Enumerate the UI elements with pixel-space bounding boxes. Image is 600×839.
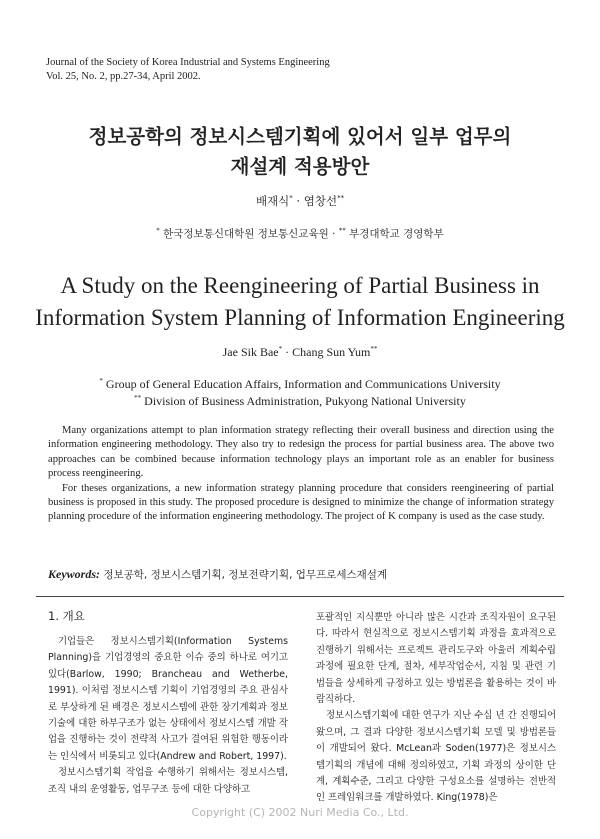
korean-title (0, 122, 600, 182)
korean-affil-2-mark: ** (338, 226, 346, 235)
korean-affil-1: 한국정보통신대학원 정보통신교육원 · (159, 228, 339, 240)
abstract (48, 424, 554, 525)
english-affil-1-mark: * (99, 377, 103, 385)
korean-title-line1: 정보공학의 정보시스템기획에 있어서 일부 업무의 (88, 125, 512, 148)
keywords (48, 567, 554, 582)
english-author-1-mark: * (278, 345, 283, 353)
body-left-paragraph-1: 기업들은 정보시스템기획(Information Systems Planning)을 기업경영의 중요한 이슈 중의 하나로 여기고 있다(Barlow, 1990; Brancheau and Wetherbe, 1991). 이처럼 정보시스템 기획이 기업경영의 주요 관심사로 부상하게 된 배경은 정보시스템에 관한 장기계획과 정보기술에 대한 하부구조가 없는 상태에서 정보시스템 개발 작업을 진행하는 것이 전략적 사고가 결여된 위험한 행동이라는 인식에서 비롯되고 있다(Andrew and Robert, 1997). (48, 636, 288, 762)
english-title-line1: A Study on the Reengineering of Partial Business in (60, 273, 540, 298)
english-author-separator: · (282, 345, 293, 359)
english-affil-line2 (0, 393, 600, 410)
body-right-paragraph-2: 정보시스템기획에 대한 연구가 지난 수십 년 간 진행되어 왔으며, 그 결과 다양한 정보시스템기획 모델 및 방법론들이 개발되어 왔다. McLean과 Soden(1977)은 정보시스템기획의 개념에 대해 정의하였고, 기획 과정의 상이한 단계, 계획수준, 그리고 다양한 구성요소를 설명하는 전반적인 프레임워크를 개발하였다. King(1978)은 (316, 710, 556, 804)
korean-author-2-mark: ** (337, 194, 345, 203)
korean-affiliations (0, 226, 600, 241)
keywords-label: Keywords: (48, 567, 100, 581)
english-title-line2: Information System Planning of Information Engineering (35, 305, 565, 330)
body-right-column (316, 610, 556, 807)
copyright-watermark: Copyright (C) 2002 Nuri Media Co., Ltd. (191, 806, 409, 819)
section-heading-intro: 1. 개요 (48, 609, 85, 623)
keywords-text: 정보공학, 정보시스템기획, 정보전략기획, 업무프로세스재설계 (100, 569, 388, 581)
journal-name: Journal of the Society of Korea Industrial and Systems Engineering (46, 57, 330, 68)
english-affil-line1 (0, 376, 600, 393)
body-right-paragraph-1: 포괄적인 지식뿐만 아니라 많은 시간과 조직자원이 요구된다. 따라서 현실적으로 정보시스템기획 과정을 효과적으로 진행하기 위해서는 프로젝트 관리도구와 아울러 계획수립 과정에 필요한 단계, 절차, 세부작업순서, 지침 및 관련 기법들을 상세하게 규정하고 있는 방법론을 활용하는 것이 바람직하다. (316, 612, 556, 706)
body-left-column (48, 608, 288, 798)
english-affiliations (0, 376, 600, 410)
english-title (0, 270, 600, 334)
korean-author-1-mark: * (289, 194, 293, 203)
korean-title-line2: 재설계 적용방안 (230, 155, 370, 178)
english-author-2: Chang Sun Yum (292, 345, 371, 359)
korean-author-separator: · (292, 194, 304, 208)
korean-affil-2: 부경대학교 경영학부 (345, 228, 444, 240)
section-divider (36, 596, 564, 597)
journal-header (46, 56, 330, 84)
english-authors (0, 345, 600, 360)
english-affil-2: Division of Business Administration, Pukyong National University (141, 394, 466, 408)
korean-author-1: 배재식 (255, 194, 290, 208)
korean-author-2: 염창선 (303, 194, 338, 208)
korean-authors (0, 193, 600, 209)
korean-affil-1-mark: * (156, 226, 160, 235)
body-left-paragraph-2: 정보시스템기획 작업을 수행하기 위해서는 정보시스템, 조직 내의 운영활동, 업무구조 등에 대한 다양하고 (48, 767, 288, 795)
journal-volume: Vol. 25, No. 2, pp.27-34, April 2002. (46, 71, 201, 82)
english-author-1: Jae Sik Bae (222, 345, 279, 359)
english-affil-1: Group of General Education Affairs, Information and Communications University (102, 377, 501, 391)
abstract-paragraph-1: Many organizations attempt to plan information strategy reflecting their overall business and direction using the information engineering methodology. They also try to redesign the process for partial business area. The above two approaches can be combined because information technology plays an important role as an enabler for business process reengineering. (48, 425, 554, 480)
english-author-2-mark: ** (370, 345, 378, 353)
english-affil-2-mark: ** (134, 394, 142, 402)
abstract-paragraph-2: For theses organizations, a new information strategy planning procedure that considers reengineering of partial business is proposed in this study. The proposed procedure is designed to minimize the change of information strategy planning procedure of the information engineering methodology. The project of K company is used as the case study. (48, 482, 554, 523)
